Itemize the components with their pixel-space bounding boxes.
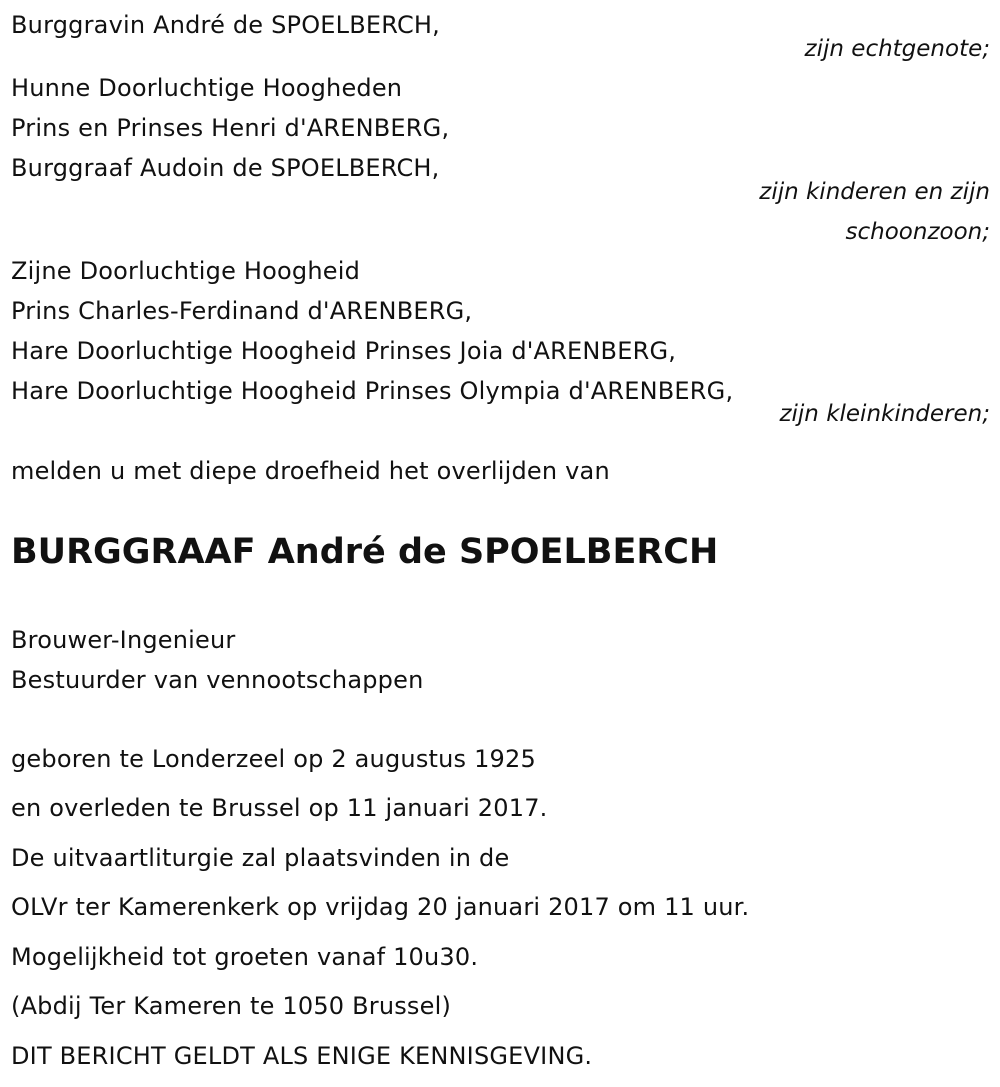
notice-disclaimer: DIT BERICHT GELDT ALS ENIGE KENNISGEVING. [11,1042,593,1070]
grandchildren-line-2: Prins Charles-Ferdinand d'ARENBERG, [11,297,473,325]
funeral-line-1: De uitvaartliturgie zal plaatsvinden in de [11,844,510,872]
announcement-text: melden u met diepe droefheid het overlijden van [11,457,610,485]
death-details: en overleden te Brussel op 11 januari 2017. [11,794,548,822]
children-line-2: Prins en Prinses Henri d'ARENBERG, [11,114,450,142]
grandchildren-line-3: Hare Doorluchtige Hoogheid Prinses Joia d'ARENBERG, [11,337,677,365]
grandchildren-line-4: Hare Doorluchtige Hoogheid Prinses Olympia d'ARENBERG, [11,377,734,405]
birth-details: geboren te Londerzeel op 2 augustus 1925 [11,745,536,773]
visitation-time: Mogelijkheid tot groeten vanaf 10u30. [11,943,479,971]
children-line-3: Burggraaf Audoin de SPOELBERCH, [11,154,440,182]
children-line-1: Hunne Doorluchtige Hoogheden [11,74,403,102]
grandchildren-line-1: Zijne Doorluchtige Hoogheid [11,257,361,285]
grandchildren-role: zijn kleinkinderen; [779,401,990,427]
deceased-name: BURGGRAAF André de SPOELBERCH [11,532,719,572]
profession-line-1: Brouwer-Ingenieur [11,626,236,654]
spouse-role: zijn echtgenote; [804,36,990,62]
spouse-name: Burggravin André de SPOELBERCH, [11,11,440,39]
funeral-address: (Abdij Ter Kameren te 1050 Brussel) [11,992,452,1020]
profession-line-2: Bestuurder van vennootschappen [11,666,424,694]
funeral-line-2: OLVr ter Kamerenkerk op vrijdag 20 januari 2017 om 11 uur. [11,893,750,921]
children-role-line-1: zijn kinderen en zijn [759,179,990,205]
children-role-line-2: schoonzoon; [845,219,990,245]
